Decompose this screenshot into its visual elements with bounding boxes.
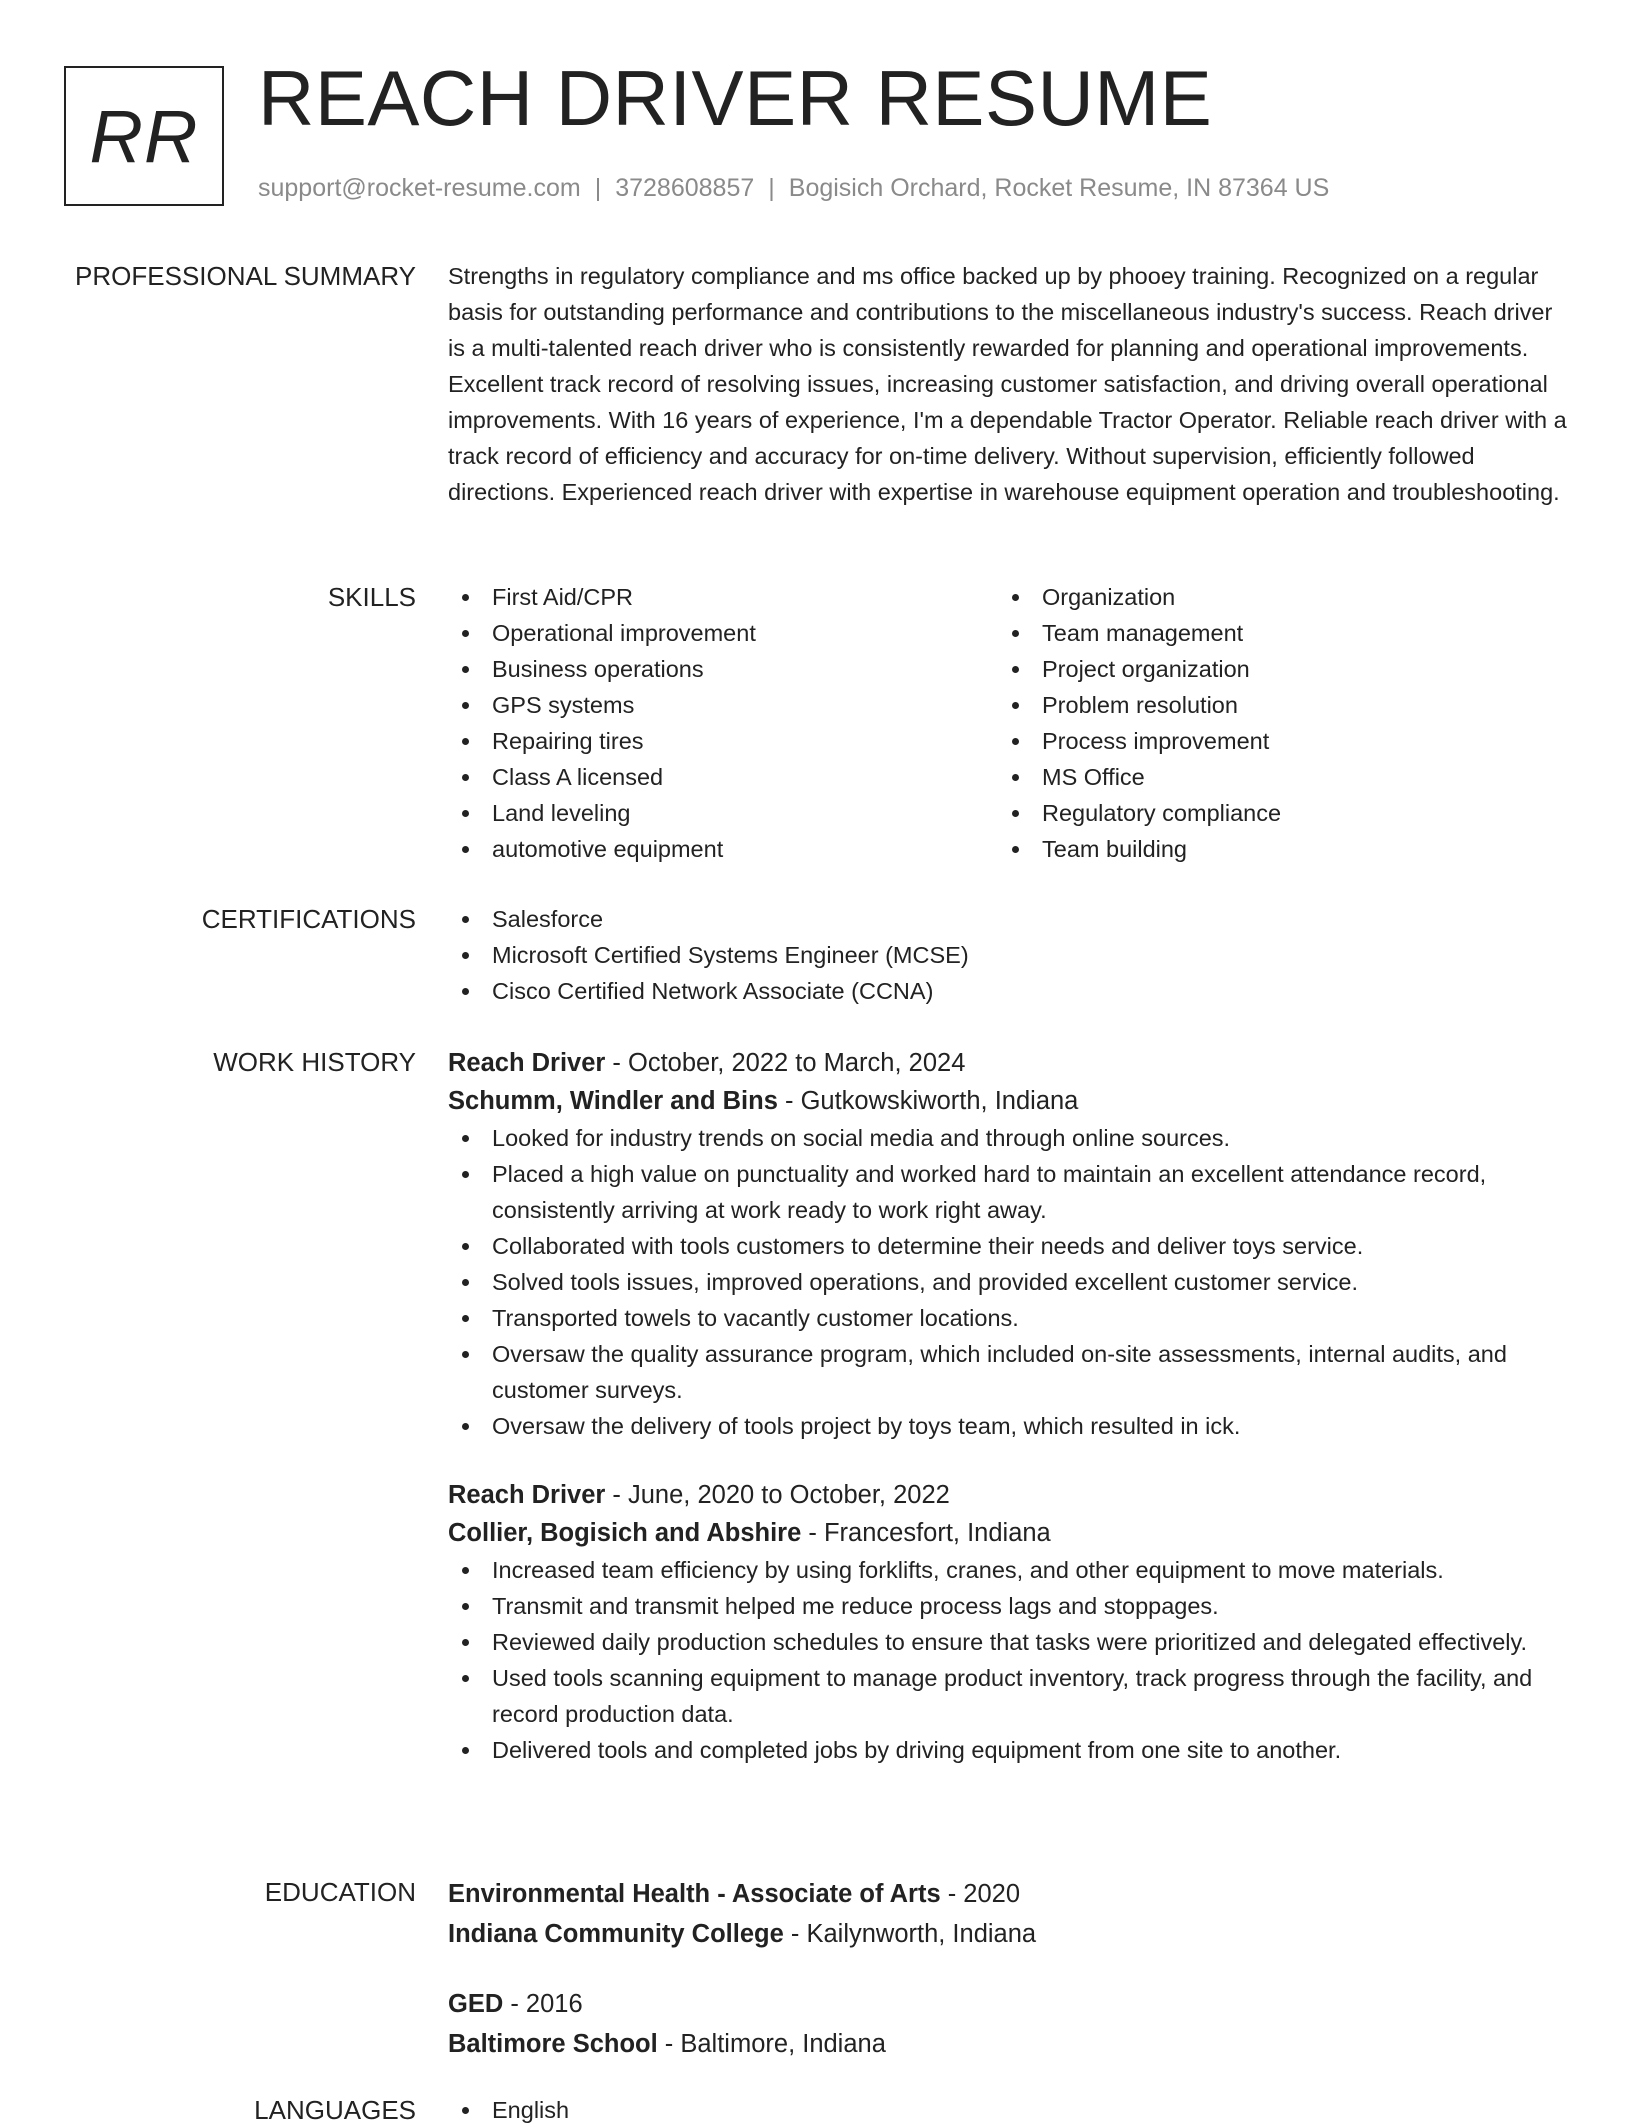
job-dates: - June, 2020 to October, 2022 [605,1481,950,1509]
job-duty: Increased team efficiency by using forklifts, cranes, and other equipment to move materials. [448,1552,1568,1588]
contact-email: support@rocket-resume.com [258,174,581,202]
education-school-line [448,2024,1568,2064]
job-duty: Delivered tools and completed jobs by driving equipment from one site to another. [448,1732,1568,1768]
summary-text: Strengths in regulatory compliance and ms office backed up by phooey training. Recognized on a regular basis for outstanding performance and contributions to the miscellaneous industry's success. Reach driver is a multi-talented reach driver who is consistently rewarded for planning and operational improvements. Excellent track record of resolving issues, increasing customer satisfaction, and driving overall operational improvements. With 16 years of experience, I'm a dependable Tractor Operator. Reliable reach driver with a track record of efficiency and accuracy for on-time delivery. Without supervision, efficiently followed directions. Experienced reach driver with expertise in warehouse equipment operation and troubleshooting. [448,263,1567,505]
contact-separator: | [768,174,775,202]
skill-item: First Aid/CPR [448,579,998,615]
certifications-body [448,901,1568,1009]
education-degree-line [448,1984,1568,2024]
job-location: - Francesfort, Indiana [801,1519,1051,1547]
job-employer-line [448,1082,1568,1120]
contact-line [258,174,1329,203]
job-duty: Oversaw the delivery of tools project by toys team, which resulted in ick. [448,1408,1568,1444]
education-entry [448,1984,1568,2064]
job-title-line [448,1476,1568,1514]
section-heading-work-history: WORK HISTORY [213,1047,416,1077]
certifications-list [448,901,1568,1009]
skills-grid [448,579,1568,867]
skill-item: Organization [998,579,1548,615]
job-company: Collier, Bogisich and Abshire [448,1519,802,1547]
skill-item: Regulatory compliance [998,795,1548,831]
monogram-logo [64,66,224,206]
contact-phone: 3728608857 [615,174,755,202]
skills-column-right [998,579,1548,867]
job-title-line [448,1044,1568,1082]
job-duty: Reviewed daily production schedules to ensure that tasks were prioritized and delegated effectively. [448,1624,1568,1660]
work-history-body [448,1044,1568,1768]
skills-column-left [448,579,998,867]
section-heading-certifications: CERTIFICATIONS [201,904,416,934]
education-location: - Kailynworth, Indiana [783,1920,1037,1948]
job-location: - Gutkowskiworth, Indiana [777,1087,1079,1115]
contact-address: Bogisich Orchard, Rocket Resume, IN 87364 US [788,174,1330,202]
education-school: Indiana Community College [448,1920,784,1948]
section-heading-languages: LANGUAGES [254,2095,416,2125]
skill-item: Class A licensed [448,759,998,795]
skill-item: Problem resolution [998,687,1548,723]
job-company: Schumm, Windler and Bins [448,1087,778,1115]
skill-item: GPS systems [448,687,998,723]
education-entry [448,1874,1568,1954]
job-duty: Oversaw the quality assurance program, which included on-site assessments, internal audits, and customer surveys. [448,1336,1568,1408]
skill-item: Project organization [998,651,1548,687]
skill-item: Land leveling [448,795,998,831]
education-body [448,1874,1568,2064]
language-item: English [448,2092,1568,2128]
education-year: - 2020 [940,1880,1021,1908]
job-duty: Transmit and transmit helped me reduce process lags and stoppages. [448,1588,1568,1624]
job-role: Reach Driver [448,1481,606,1509]
section-heading-education: EDUCATION [264,1877,416,1907]
job-employer-line [448,1514,1568,1552]
skill-item: Operational improvement [448,615,998,651]
job-duties-list [448,1552,1568,1768]
summary-body [448,258,1568,510]
certification-item: Salesforce [448,901,1568,937]
certification-item: Cisco Certified Network Associate (CCNA) [448,973,1568,1009]
job-dates: - October, 2022 to March, 2024 [605,1049,966,1077]
job-entry [448,1044,1568,1444]
job-duty: Looked for industry trends on social media and through online sources. [448,1120,1568,1156]
skill-item: Team management [998,615,1548,651]
job-role: Reach Driver [448,1049,606,1077]
languages-list [448,2092,1568,2128]
section-heading-skills: SKILLS [327,582,416,612]
resume-title: REACH DRIVER RESUME [258,54,1213,142]
job-duty: Collaborated with tools customers to determine their needs and deliver toys service. [448,1228,1568,1264]
skill-item: Business operations [448,651,998,687]
education-location: - Baltimore, Indiana [657,2030,886,2058]
skill-item: MS Office [998,759,1548,795]
education-school-line [448,1914,1568,1954]
skill-item: Team building [998,831,1548,867]
job-duty: Solved tools issues, improved operations, and provided excellent customer service. [448,1264,1568,1300]
job-duty: Placed a high value on punctuality and worked hard to maintain an excellent attendance record, consistently arriving at work ready to work right away. [448,1156,1568,1228]
section-heading-summary: PROFESSIONAL SUMMARY [75,261,416,291]
skill-item: Repairing tires [448,723,998,759]
job-duty: Used tools scanning equipment to manage product inventory, track progress through the facility, and record production data. [448,1660,1568,1732]
skill-item: automotive equipment [448,831,998,867]
skill-item: Process improvement [998,723,1548,759]
education-year: - 2016 [503,1990,583,2018]
education-degree: Environmental Health - Associate of Arts [448,1880,941,1908]
languages-body [448,2092,1568,2128]
education-school: Baltimore School [448,2030,658,2058]
certification-item: Microsoft Certified Systems Engineer (MCSE) [448,937,1568,973]
education-degree-line [448,1874,1568,1914]
education-degree: GED [448,1990,504,2018]
job-duty: Transported towels to vacantly customer locations. [448,1300,1568,1336]
monogram-initials: RR [89,94,199,178]
job-duties-list [448,1120,1568,1444]
contact-separator: | [594,174,602,202]
job-entry [448,1476,1568,1768]
